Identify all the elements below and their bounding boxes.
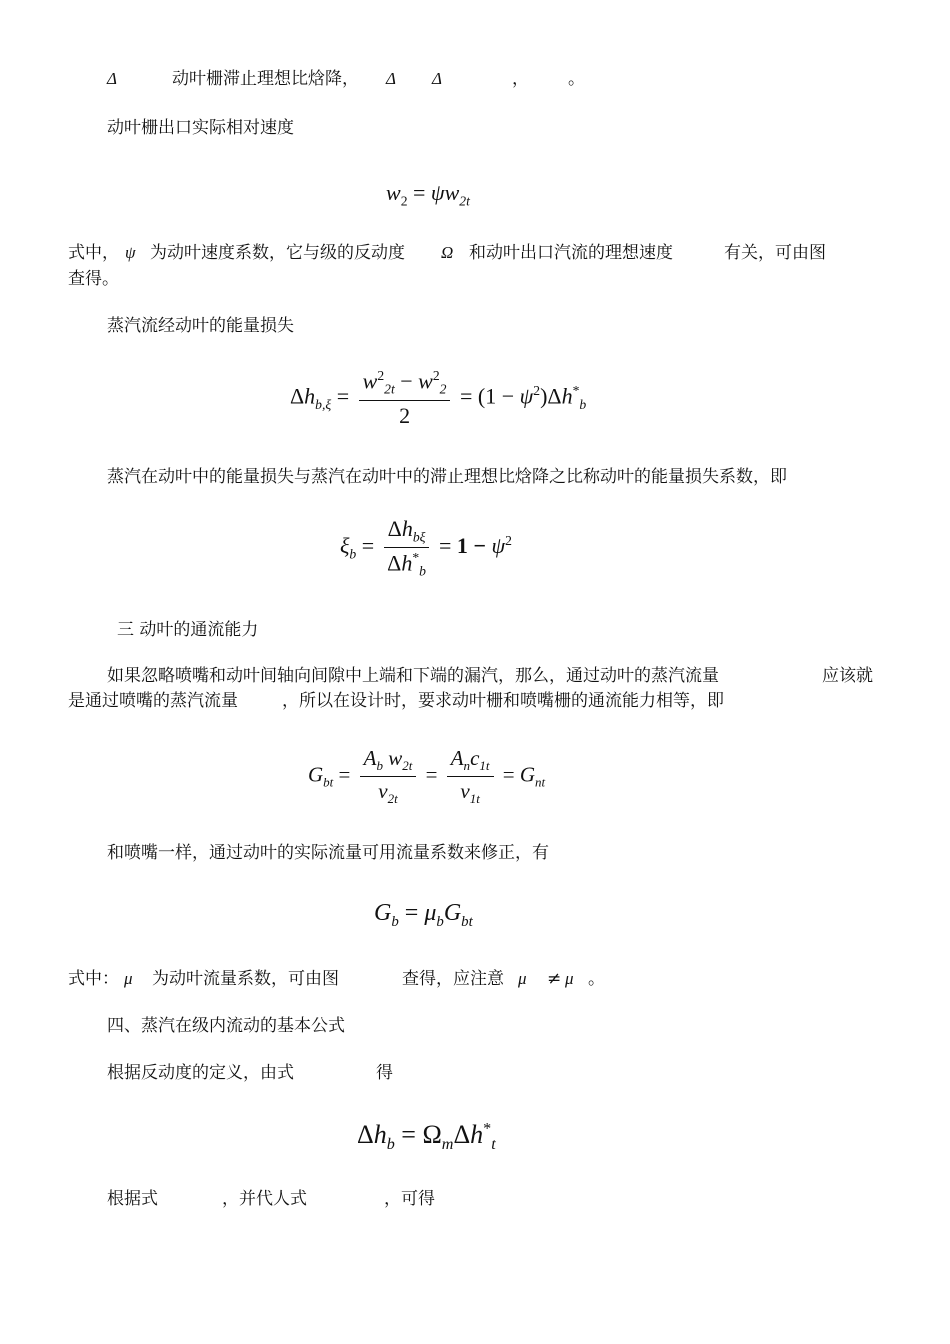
neq-symbol: ≠	[547, 969, 562, 989]
equation-4: $G_{bt}$ = $\frac{A_b w_{2t}}{v_{2t}}$ = $\frac{A_nc_{1t}}{v_{1t}}$ = $G_{nt}$	[308, 746, 546, 807]
omega-symbol: Ω	[441, 243, 454, 262]
equation-3: $\xi_b$ = $\frac{\Delta h_{b\xi}}{\Delta h^*_b}$ = $1 - \psi^2$	[340, 516, 512, 580]
delta-symbol: Δ	[386, 69, 396, 88]
text-line: 式中，	[68, 243, 119, 263]
text-line: 应该就	[822, 666, 873, 686]
text-line: ，并代人式	[222, 1189, 307, 1209]
text-line: 根据式	[107, 1189, 158, 1209]
section-heading: 三 动叶的通流能力	[117, 620, 259, 640]
paragraph: 蒸汽在动叶中的能量损失与蒸汽在动叶中的滞止理想比焓降之比称动叶的能量损失系数，即	[107, 467, 787, 487]
text-line: 式中：	[68, 969, 119, 989]
equation-2: $\Delta h_{b,\xi}$ = $\frac{w^2_{2t} - w^2_2}{2}$ = $(1 - \psi^2)\Delta h^*_b$	[290, 368, 587, 428]
text-line: 有关，可由图	[724, 243, 826, 263]
text-line: 和动叶出口汽流的理想速度	[469, 243, 673, 263]
text-line: ，所以在设计时，要求动叶栅和喷嘴栅的通流能力相等，即	[282, 691, 724, 711]
text-line: 得	[376, 1063, 393, 1083]
text-line: 为动叶速度系数，它与级的反动度	[150, 243, 405, 263]
paragraph: 和喷嘴一样，通过动叶的实际流量可用流量系数来修正，有	[107, 843, 549, 863]
text-line: ，可得	[384, 1189, 435, 1209]
delta-symbol: Δ	[107, 69, 117, 88]
text-line: 为动叶流量系数，可由图	[152, 969, 339, 989]
delta-symbol: Δ	[432, 69, 442, 88]
paragraph: 动叶栅出口实际相对速度	[107, 118, 294, 138]
mu-symbol: μ	[518, 969, 527, 988]
mu-symbol: μ	[124, 969, 133, 988]
psi-symbol: ψ	[125, 243, 136, 262]
text-line: 动叶栅滞止理想比焓降，	[172, 69, 359, 89]
equation-6: $\Delta h_b = \Omega_m\Delta h^*_t$	[357, 1120, 496, 1154]
paragraph: 蒸汽流经动叶的能量损失	[107, 316, 294, 336]
punctuation: ，	[512, 69, 529, 89]
text-line: 如果忽略喷嘴和动叶间轴向间隙中上端和下端的漏汽，那么，通过动叶的蒸汽流量	[107, 666, 719, 686]
punctuation: 。	[588, 969, 605, 989]
section-heading: 四、蒸汽在级内流动的基本公式	[107, 1016, 345, 1036]
text-line: 是通过喷嘴的蒸汽流量	[68, 691, 238, 711]
equation-1: $w_2 = \psi w_{2t}$	[386, 180, 470, 209]
text-line: 查得，应注意	[402, 969, 504, 989]
equation-5: $G_b = \mu_bG_{bt}$	[374, 900, 473, 930]
mu-symbol: μ	[565, 969, 574, 988]
text-line: 查得。	[68, 269, 119, 289]
text-line: 根据反动度的定义，由式	[107, 1063, 294, 1083]
punctuation: 。	[568, 69, 585, 89]
